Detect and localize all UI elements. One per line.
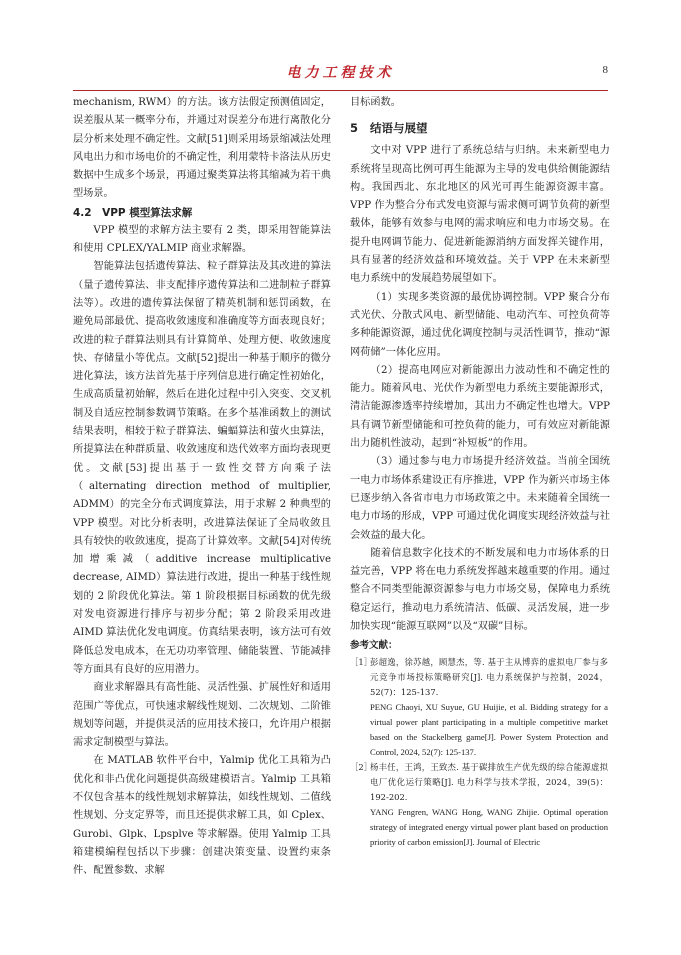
reference-body [370,655,608,760]
paragraph: （3）通过参与电力市场提升经济效益。当前全国统一电力市场体系建设正有序推进，VPP 作为新兴市场主体已逐步纳入各省市电力市场政策之中。未来随着全国统一电力市场的形成，VPP 可通过优化调度实现经济效益与社会效益的最大化。 [350,456,610,541]
paragraph: 在 MATLAB 软件平台中，Yalmip 优化工具箱为凸优化和非凸优化问题提供高级建模语言。Yalmip 工具箱不仅包含基本的线性规划求解算法，如线性规划、二值线性规划、分支定界等，而且还提供求解工具，如 Cplex、Gurobi、Glpk、Lpsplve 等求解器。使用 Yalmip 工具箱建模编程包括以下步骤：创建决策变量、设置约束条件、配置参数、求解 [73,755,331,877]
section-heading-5 [350,118,610,138]
reference-label: ［1］ [350,657,373,668]
reference-label: ［2］ [350,762,373,773]
paragraph: （1）实现多类资源的最优协调控制。VPP 聚合分布式光伏、分散式风电、新型储能、电动汽车、可控负荷等多种能源资源，通过优化调度控制与灵活性调节，推动“源网荷储”一体化应用。 [350,291,610,358]
right-column [350,94,610,924]
paragraph: 随着信息数字化技术的不断发展和电力市场体系的日益完善，VPP 将在电力系统发挥越来越重要的作用。通过整合不同类型能源资源参与电力市场交易，保障电力系统稳定运行，推动电力系统清洁、低碳、灵活发展，进一步加快实现“能源互联网”以及“双碳”目标。 [350,547,610,633]
section-title: 结语与展望 [370,121,428,136]
paragraph: 文中对 VPP 进行了系统总结与归纳。未来新型电力系统将呈现高比例可再生能源为主导的发电供给侧能源结构。我国西北、东北地区的风光可再生能源资源丰富。VPP 作为整合分布式发电资源与需求侧可调节负荷的新型载体，能够有效参与电网的需求响应和电力市场交易。在提升电网调节能力、促进新能源消纳方面发挥关键作用，具有显著的经济效益和环境效益。关于 VPP 在未来新型电力系统中的发展趋势展望如下。 [350,145,610,285]
paragraph: VPP 模型的求解方法主要有 2 类，即采用智能算法和使用 CPLEX/YALMIP 商业求解器。 [73,224,331,255]
reference-en: PENG Chaoyi, XU Suyue, GU Huijie, et al. Bidding strategy for a virtual power plant participating in a multiple competitive market based on the Stackelberg game[J]. Power System Protection and Control, 2024, 52(7): 125-137. [370,702,608,758]
page-number: 8 [602,64,608,76]
left-column [73,94,331,924]
header-rule [73,90,608,91]
paragraph: 智能算法包括遗传算法、粒子群算法及其改进的算法（量子遗传算法、非支配排序遗传算法和二进制粒子群算法等）。改进的遗传算法保留了精英机制和惩罚函数，在避免局部最优、提高收敛速度和准确度等方面表现良好；改进的粒子群算法则具有计算简单、处理方便、收敛速度快、存储量小等优点。文献[52]提出一种基于顺序的微分进化算法，该方法首先基于序列信息进行确定性初始化，生成高质量初始解，然后在进化过程中引入突变、交叉机制及自适应控制参数调节策略。在多个基准函数上的测试结果表明，相较于粒子群算法、蝙蝠算法和萤火虫算法，所提算法在种群质量、收敛速度和迭代效率方面均表现更优。文献[53]提出基于一致性交替方向乘子法（alternating direction method of multiplier, ADMM）的完全分布式调度算法，用于求解 2 种典型的 VPP 模型。对比分析表明，改进算法保证了全局收敛且具有较快的收敛速度，提高了计算效率。文献[54]对传统加增乘减（additive increase multiplicative decrease, AIMD）算法进行改进，提出一种基于线性规划的 2 阶段优化算法。第 1 阶段根据目标函数的优先级对发电资源进行排序与初步分配；第 2 阶段采用改进 AIMD 算法优化发电调度。仿真结果表明，该方法可有效降低总发电成本，在无功功率管理、储能装置、节能减排等方面具有良好的应用潜力。 [73,261,331,675]
paragraph: 目标函数。 [350,97,401,108]
reference-cn: 彭超逸，徐苏越，顾慧杰，等. 基于主从博弈的虚拟电厂参与多元竞争市场投标策略研究[J]. 电力系统保护与控制，2024，52(7)：125-137. [370,657,608,698]
reference-en: YANG Fengren, WANG Hong, WANG Zhijie. Optimal operation strategy of integrated energy virtual power plant based on production priority of carbon emission[J]. Journal of Electric [370,807,608,848]
reference-body [370,760,608,850]
reference-item [350,760,610,850]
section-number: 5 [350,121,359,136]
journal-title: 电力工程技术 [286,65,395,81]
reference-item [350,655,610,760]
paragraph: 商业求解器具有高性能、灵活性强、扩展性好和适用范围广等优点，可快速求解线性规划、二次规划、二阶锥规划等问题，并提供灵活的应用技术接口，允许用户根据需求定制模型与算法。 [73,682,331,749]
paragraph: mechanism, RWM）的方法。该方法假定预测值固定，误差服从某一概率分布，并通过对误差分布进行离散化分层分析来处理不确定性。文献[51]则采用场景缩减法处理风电出力和市场电价的不确定性，利用蒙特卡洛法从历史数据中生成多个场景，再通过聚类算法将其缩减为若干典型场景。 [73,97,331,200]
section-heading-4-2: 4.2 VPP 模型算法求解 [73,206,193,219]
references-heading: 参考文献： [350,640,398,652]
page-header [0,62,681,90]
paragraph: （2）提高电网应对新能源出力波动性和不确定性的能力。随着风电、光伏作为新型电力系统主要能源形式，清洁能源渗透率持续增加，其出力不确定性也增大。VPP 具有调节新型储能和可控负荷的能力，可有效应对新能源出力随机性波动，起到“补短板”的作用。 [350,364,610,450]
reference-cn: 杨丰任，王鸿，王致杰. 基于碳排放生产优先级的综合能源虚拟电厂优化运行策略[J]. 电力科学与技术学报，2024，39(5)：192-202. [370,762,608,803]
